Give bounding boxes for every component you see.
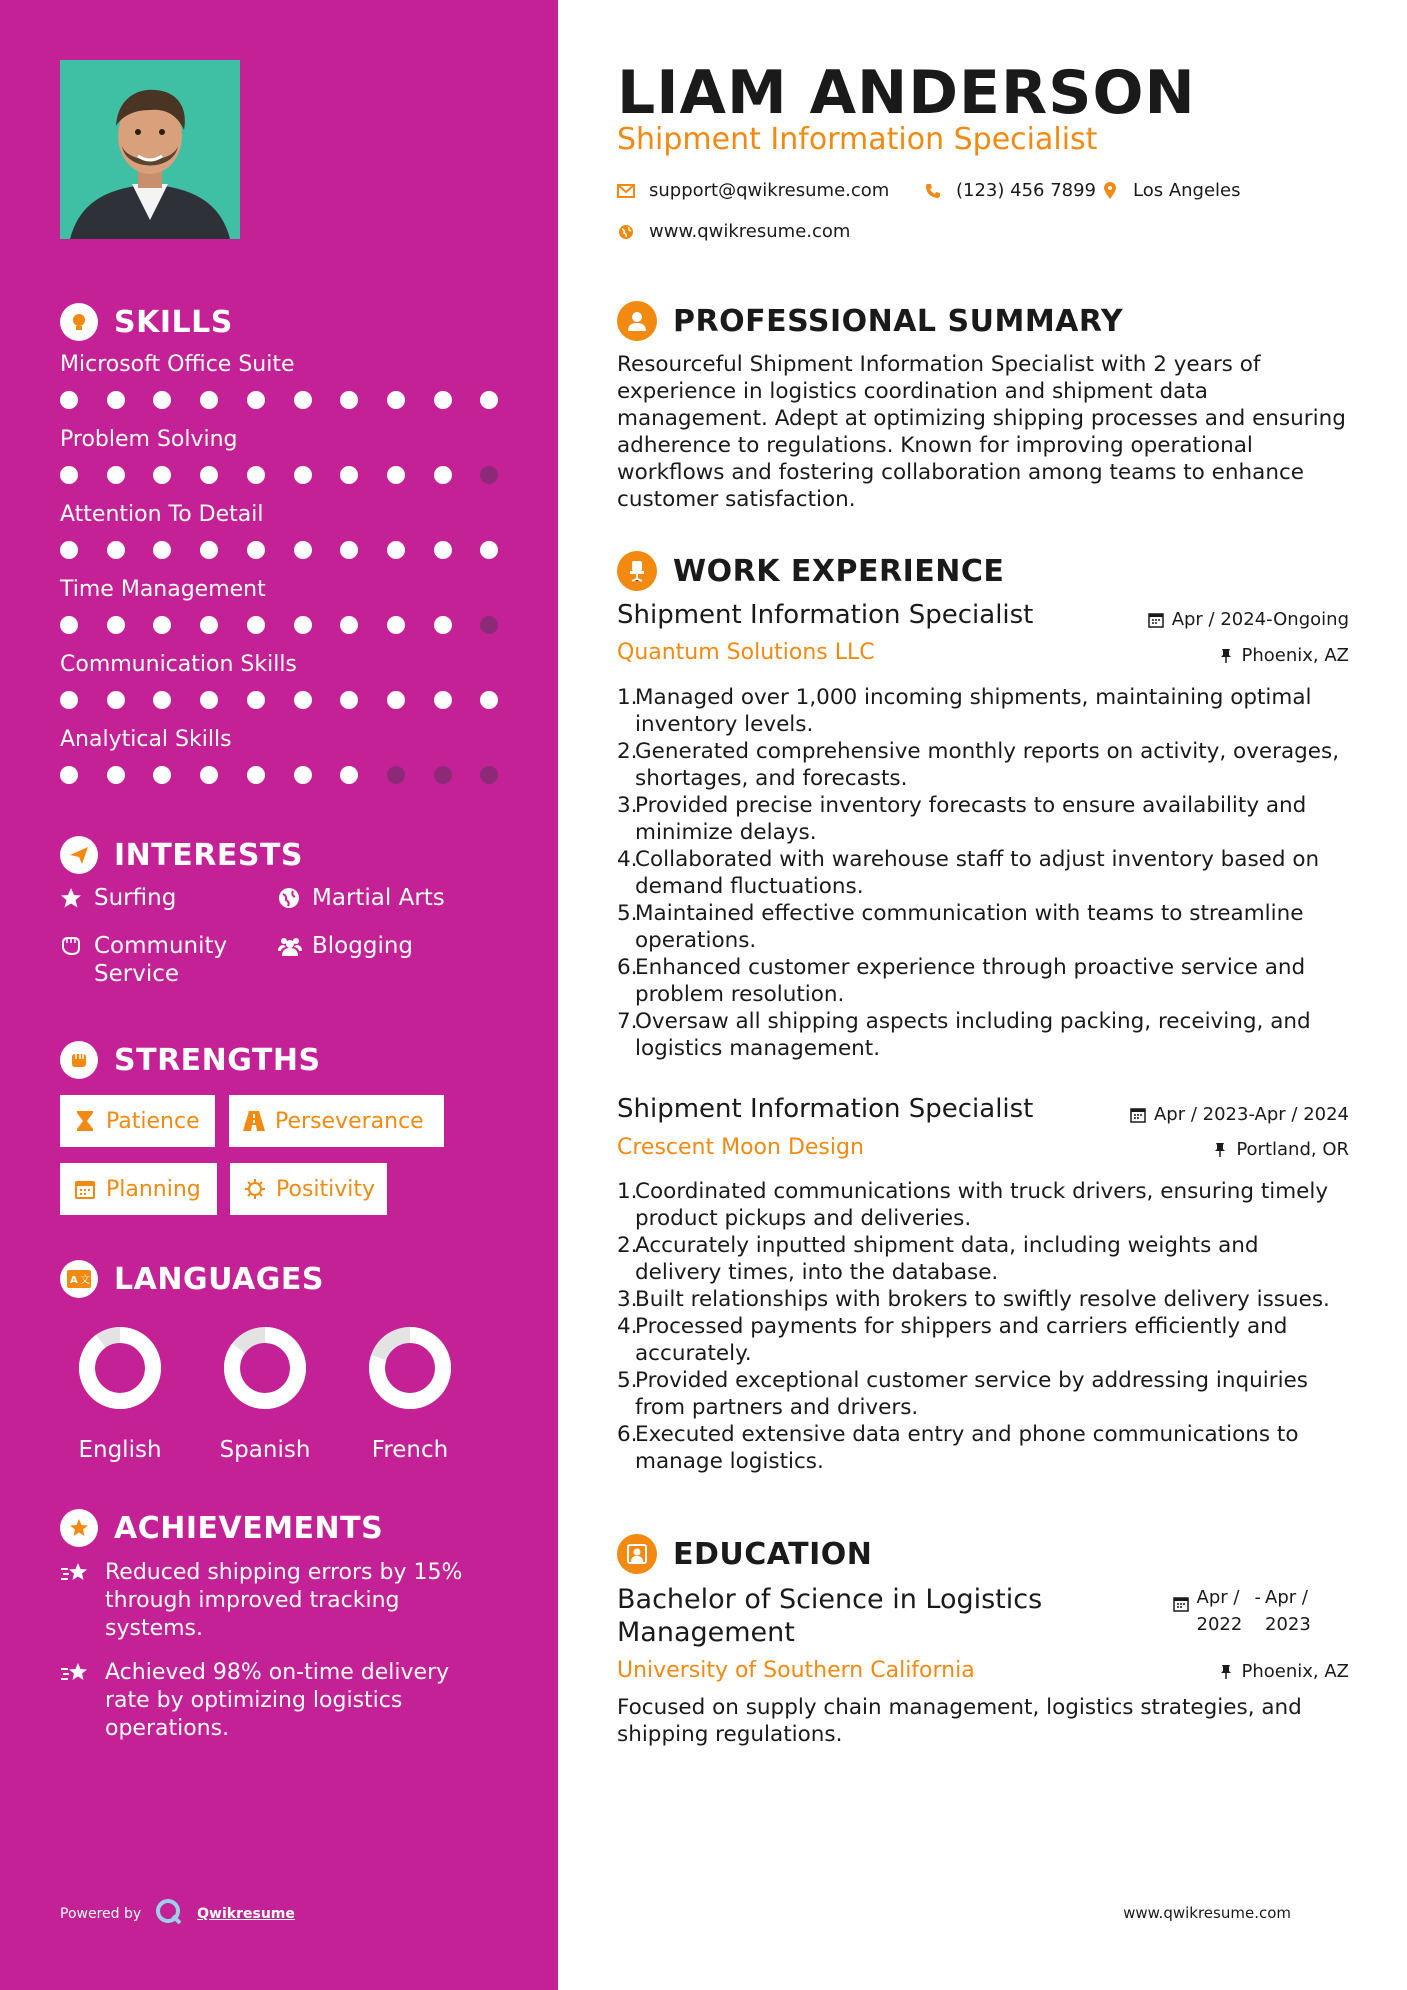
language-item: [345, 1323, 475, 1463]
rating-dot-filled: [247, 541, 265, 559]
pushpin-icon: [1212, 1142, 1228, 1158]
ring-fill: [87, 1335, 153, 1401]
rating-dot-filled: [153, 466, 171, 484]
rating-dot-filled: [434, 466, 452, 484]
rating-dot-filled: [107, 691, 125, 709]
strengths-heading: [60, 1040, 321, 1080]
bullet-text: Processed payments for shippers and carriers efficiently and accurately.: [635, 1314, 1288, 1366]
company-name: Quantum Solutions LLC: [617, 640, 875, 665]
bullet-item: [617, 1421, 1349, 1475]
bullet-text: Executed extensive data entry and phone communications to manage logistics.: [635, 1422, 1299, 1474]
language-proficiency-ring: [365, 1323, 455, 1413]
rating-dot-filled: [387, 691, 405, 709]
rating-dot-filled: [387, 541, 405, 559]
fist-icon: [60, 1041, 98, 1079]
rating-dot-filled: [200, 616, 218, 634]
job-bullets: [617, 1178, 1349, 1475]
rating-dot-filled: [294, 691, 312, 709]
star-icon: [60, 884, 84, 912]
bullet-text: Managed over 1,000 incoming shipments, maintaining optimal inventory levels.: [635, 685, 1312, 737]
experience-heading: [617, 551, 1004, 591]
strengths-title: STRENGTHS: [114, 1042, 321, 1078]
rating-dot-filled: [480, 541, 498, 559]
job-location: [1218, 645, 1350, 666]
bullet-number: 4.: [617, 847, 638, 872]
job-dates-text: Apr / 2024-Ongoing: [1171, 609, 1349, 630]
education-location-text: Phoenix, AZ: [1241, 1661, 1349, 1682]
rating-dot-filled: [294, 391, 312, 409]
job-dates: [1130, 1104, 1349, 1125]
achievements-title: ACHIEVEMENTS: [114, 1510, 384, 1546]
skills-heading: [60, 302, 233, 342]
language-proficiency-ring: [220, 1323, 310, 1413]
users-icon: [278, 932, 302, 960]
skill-name: Microsoft Office Suite: [60, 352, 295, 377]
rating-dot-filled: [294, 766, 312, 784]
strength-label: Patience: [106, 1108, 200, 1134]
job-dates: [1148, 609, 1349, 630]
bullet-item: [617, 846, 1349, 900]
job-dates-text: Apr / 2023-Apr / 2024: [1153, 1104, 1349, 1125]
lightbulb-icon: [60, 303, 98, 341]
rating-dot-filled: [340, 466, 358, 484]
bullet-text: Provided precise inventory forecasts to ensure availability and minimize delays.: [635, 793, 1307, 845]
rating-dot-filled: [434, 616, 452, 634]
bullet-text: Built relationships with brokers to swiftly resolve delivery issues.: [635, 1287, 1330, 1312]
interests-title: INTERESTS: [114, 837, 303, 873]
rating-dot-filled: [434, 391, 452, 409]
sidebar: [0, 0, 558, 1990]
bullet-number: 5.: [617, 1368, 638, 1393]
achievements-heading: [60, 1508, 383, 1548]
rating-dot-filled: [107, 466, 125, 484]
rating-dot-filled: [434, 541, 452, 559]
bullet-text: Maintained effective communication with teams to streamline operations.: [635, 901, 1304, 953]
shooting-star-icon: [60, 1559, 90, 1589]
svg-text:文: 文: [80, 1275, 90, 1286]
rating-dot-filled: [153, 766, 171, 784]
skill-rating: [60, 690, 510, 710]
profile-photo: [60, 60, 240, 239]
rating-dot-filled: [480, 691, 498, 709]
job-title: Shipment Information Specialist: [617, 1094, 1034, 1124]
contact-phone[interactable]: [924, 180, 1096, 201]
rating-dot-filled: [247, 691, 265, 709]
bullet-number: 1.: [617, 1179, 638, 1204]
calendar-icon: [1148, 612, 1164, 628]
education-title: EDUCATION: [673, 1536, 873, 1572]
rating-dot-filled: [434, 691, 452, 709]
user-icon: [617, 301, 657, 341]
candidate-name: LIAM ANDERSON: [617, 58, 1196, 128]
education-end: Apr / 2023: [1265, 1587, 1311, 1635]
interest-label: Community Service: [94, 933, 228, 987]
rating-dot-empty: [480, 616, 498, 634]
rating-dot-filled: [200, 766, 218, 784]
rating-dot-filled: [153, 616, 171, 634]
bullet-item: [617, 1008, 1349, 1062]
powered-by: [60, 1898, 295, 1930]
contact-website[interactable]: [617, 221, 850, 242]
road-icon: [243, 1110, 265, 1132]
school-name: University of Southern California: [617, 1658, 975, 1683]
bullet-number: 2.: [617, 739, 638, 764]
bullet-text: Provided exceptional customer service by addressing inquiries from partners and drivers.: [635, 1368, 1308, 1420]
job-bullets: [617, 684, 1349, 1062]
rating-dot-filled: [60, 766, 78, 784]
bullet-number: 5.: [617, 901, 638, 926]
hourglass-icon: [74, 1110, 96, 1132]
svg-text:A: A: [70, 1275, 78, 1286]
interest-label: Martial Arts: [312, 885, 445, 911]
qwikresume-link[interactable]: Qwikresume: [197, 1906, 295, 1922]
language-name: French: [371, 1437, 449, 1463]
rating-dot-filled: [107, 616, 125, 634]
strength-badge: [229, 1095, 444, 1147]
skill-item: [60, 500, 510, 560]
degree-title: Bachelor of Science in Logistics Management: [617, 1584, 1043, 1648]
bullet-item: [617, 1313, 1349, 1367]
education-start: Apr / 2022: [1196, 1587, 1243, 1635]
rating-dot-empty: [387, 766, 405, 784]
website-text: www.qwikresume.com: [649, 221, 851, 242]
bullet-number: 1.: [617, 685, 638, 710]
rating-dot-filled: [340, 691, 358, 709]
rating-dot-filled: [107, 391, 125, 409]
rating-dot-filled: [480, 391, 498, 409]
office-chair-icon: [617, 551, 657, 591]
calendar-icon: [74, 1178, 96, 1200]
rating-dot-filled: [107, 766, 125, 784]
language-proficiency-ring: [75, 1323, 165, 1413]
bullet-number: 3.: [617, 793, 638, 818]
rating-dot-filled: [60, 541, 78, 559]
skill-name: Attention To Detail: [60, 502, 264, 527]
skill-rating: [60, 390, 510, 410]
achievement-item: [60, 1559, 480, 1643]
envelope-icon: [617, 182, 635, 200]
rating-dot-filled: [60, 466, 78, 484]
interest-label: Surfing: [94, 885, 177, 911]
skill-rating: [60, 765, 510, 785]
bullet-number: 4.: [617, 1314, 638, 1339]
bullet-number: 3.: [617, 1287, 638, 1312]
contact-email[interactable]: [617, 180, 889, 201]
rating-dot-filled: [294, 466, 312, 484]
hand-icon: [60, 932, 84, 960]
calendar-icon: [1173, 1596, 1189, 1612]
bullet-item: [617, 1286, 1349, 1313]
strength-badge: [60, 1095, 215, 1147]
map-pin-icon: [1101, 182, 1119, 200]
bullet-item: [617, 738, 1349, 792]
rating-dot-filled: [294, 616, 312, 634]
language-item: [55, 1323, 185, 1463]
company-name: Crescent Moon Design: [617, 1135, 864, 1160]
phone-icon: [924, 182, 942, 200]
rating-dot-filled: [387, 466, 405, 484]
rating-dot-filled: [247, 391, 265, 409]
rating-dot-filled: [153, 541, 171, 559]
summary-text: Resourceful Shipment Information Specialist with 2 years of experience in logistics coordination and shipment data management. Adept at optimizing shipping processes and ensuring adherence to regulations. Known for improving operational workflows and fostering collaboration among teams to enhance customer satisfaction.: [617, 352, 1346, 512]
bullet-item: [617, 1178, 1349, 1232]
skill-item: [60, 350, 510, 410]
bullet-item: [617, 684, 1349, 738]
education-dates: [1173, 1584, 1320, 1638]
strength-label: Planning: [106, 1176, 201, 1202]
education-location: [1218, 1661, 1350, 1682]
skill-item: [60, 650, 510, 710]
rating-dot-empty: [434, 766, 452, 784]
pushpin-icon: [1218, 648, 1234, 664]
rating-dot-filled: [200, 466, 218, 484]
job-title: Shipment Information Specialist: [617, 600, 1034, 630]
translate-icon: [60, 1260, 98, 1298]
bullet-number: 6.: [617, 1422, 638, 1447]
bullet-text: Coordinated communications with truck drivers, ensuring timely product pickups and deliveries.: [635, 1179, 1329, 1231]
rating-dot-filled: [153, 391, 171, 409]
star-badge-icon: [60, 1509, 98, 1547]
skill-rating: [60, 540, 510, 560]
strength-label: Perseverance: [275, 1108, 424, 1134]
interests-heading: [60, 835, 303, 875]
interest-item: [278, 932, 462, 960]
footer-url[interactable]: www.qwikresume.com: [1123, 1904, 1291, 1922]
rating-dot-filled: [387, 391, 405, 409]
rating-dot-filled: [387, 616, 405, 634]
bullet-text: Accurately inputted shipment data, including weights and delivery times, into the database.: [635, 1233, 1259, 1285]
location-text: Los Angeles: [1133, 180, 1241, 201]
rating-dot-filled: [60, 616, 78, 634]
summary-heading: [617, 301, 1123, 341]
rating-dot-filled: [340, 616, 358, 634]
achievement-item: [60, 1659, 480, 1743]
bullet-number: 6.: [617, 955, 638, 980]
education-description: Focused on supply chain management, logistics strategies, and shipping regulations.: [617, 1695, 1302, 1747]
rating-dot-filled: [247, 766, 265, 784]
strength-badge: [60, 1163, 217, 1215]
rating-dot-filled: [340, 541, 358, 559]
bullet-text: Collaborated with warehouse staff to adjust inventory based on demand fluctuations.: [635, 847, 1320, 899]
bullet-text: Enhanced customer experience through proactive service and problem resolution.: [635, 955, 1306, 1007]
skills-title: SKILLS: [114, 304, 233, 340]
paper-plane-icon: [60, 836, 98, 874]
email-text: support@qwikresume.com: [649, 180, 890, 201]
skill-item: [60, 575, 510, 635]
experience-title: WORK EXPERIENCE: [673, 553, 1005, 589]
strength-label: Positivity: [276, 1176, 376, 1202]
bullet-text: Oversaw all shipping aspects including packing, receiving, and logistics management.: [635, 1009, 1311, 1061]
bullet-item: [617, 900, 1349, 954]
bullet-number: 2.: [617, 1233, 638, 1258]
achievement-text: Achieved 98% on-time delivery rate by optimizing logistics operations.: [105, 1660, 450, 1741]
bullet-item: [617, 1367, 1349, 1421]
phone-text: (123) 456 7899: [956, 180, 1097, 201]
skill-name: Communication Skills: [60, 652, 297, 677]
bullet-text: Generated comprehensive monthly reports on activity, overages, shortages, and forecasts.: [635, 739, 1340, 791]
interest-item: [278, 884, 462, 912]
strength-badge: [230, 1163, 387, 1215]
language-name: English: [78, 1437, 162, 1463]
skill-rating: [60, 615, 510, 635]
sun-icon: [244, 1178, 266, 1200]
pushpin-icon: [1218, 1664, 1234, 1680]
rating-dot-filled: [294, 541, 312, 559]
rating-dot-filled: [200, 541, 218, 559]
skill-name: Analytical Skills: [60, 727, 232, 752]
bullet-item: [617, 954, 1349, 1008]
rating-dot-filled: [340, 391, 358, 409]
graduate-icon: [617, 1534, 657, 1574]
job-location: [1212, 1139, 1349, 1160]
interest-item: [60, 884, 244, 912]
main-content: [617, 0, 1349, 1990]
rating-dot-empty: [480, 766, 498, 784]
candidate-role: Shipment Information Specialist: [617, 122, 1098, 157]
rating-dot-empty: [480, 466, 498, 484]
summary-title: PROFESSIONAL SUMMARY: [673, 303, 1124, 339]
rating-dot-filled: [60, 691, 78, 709]
rating-dot-filled: [340, 766, 358, 784]
skill-name: Problem Solving: [60, 427, 238, 452]
skill-rating: [60, 465, 510, 485]
globe-icon: [278, 884, 302, 912]
shooting-star-icon: [60, 1659, 90, 1689]
interest-label: Blogging: [312, 933, 414, 959]
globe-icon: [617, 223, 635, 241]
languages-title: LANGUAGES: [114, 1261, 324, 1297]
bullet-item: [617, 792, 1349, 846]
rating-dot-filled: [107, 541, 125, 559]
contact-location: [1101, 180, 1241, 201]
skill-name: Time Management: [60, 577, 266, 602]
rating-dot-filled: [200, 391, 218, 409]
language-item: [200, 1323, 330, 1463]
job-location-text: Portland, OR: [1236, 1139, 1349, 1160]
languages-heading: [60, 1259, 324, 1299]
rating-dot-filled: [247, 466, 265, 484]
skill-item: [60, 725, 510, 785]
rating-dot-filled: [247, 616, 265, 634]
achievement-text: Reduced shipping errors by 15% through improved tracking systems.: [105, 1560, 463, 1641]
rating-dot-filled: [153, 691, 171, 709]
rating-dot-filled: [60, 391, 78, 409]
bullet-number: 7.: [617, 1009, 638, 1034]
qwikresume-logo-icon: [155, 1898, 183, 1930]
job-location-text: Phoenix, AZ: [1241, 645, 1349, 666]
calendar-icon: [1130, 1107, 1146, 1123]
education-heading: [617, 1534, 872, 1574]
date-separator: -: [1254, 1587, 1261, 1608]
powered-by-label: Powered by: [60, 1906, 142, 1922]
rating-dot-filled: [200, 691, 218, 709]
bullet-item: [617, 1232, 1349, 1286]
skill-item: [60, 425, 510, 485]
language-name: Spanish: [219, 1437, 311, 1463]
interest-item: [60, 932, 244, 988]
